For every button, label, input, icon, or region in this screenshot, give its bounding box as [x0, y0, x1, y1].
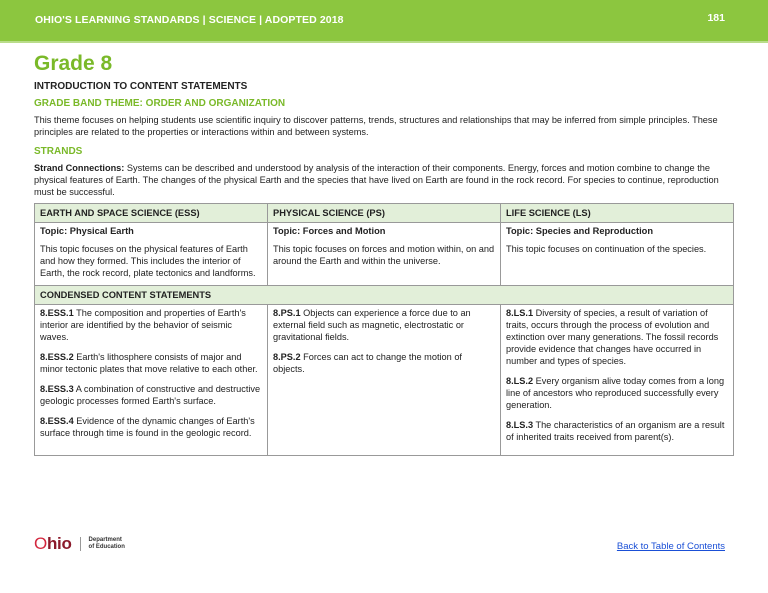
statement [506, 375, 728, 411]
ohio-wordmark [34, 534, 72, 554]
header-bar [0, 0, 768, 43]
logo-hio: hio [46, 534, 72, 553]
strands-heading: STRANDS [34, 146, 83, 157]
statement-code: 8.PS.2 [273, 352, 301, 362]
statements-ls [501, 305, 734, 456]
statement-text: Earth's lithosphere consists of major and minor tectonic plates that move relative to each other. [40, 352, 258, 374]
statement [40, 415, 262, 439]
statement-code: 8.PS.1 [273, 308, 301, 318]
desc-ls: This topic focuses on continuation of the species. [501, 239, 734, 286]
statement [40, 383, 262, 407]
statement-code: 8.ESS.4 [40, 416, 74, 426]
theme-heading: GRADE BAND THEME: ORDER AND ORGANIZATION [34, 98, 286, 109]
statement-text: The characteristics of an organism are a result of inherited traits received from parent(s). [506, 420, 725, 442]
statements-ps [268, 305, 501, 456]
header-title: OHIO'S LEARNING STANDARDS | SCIENCE | ADOPTED 2018 [35, 14, 344, 26]
statement [506, 419, 728, 443]
logo-o: O [34, 534, 47, 553]
col-header-ps: PHYSICAL SCIENCE (PS) [268, 204, 501, 223]
department-label [89, 537, 125, 551]
page-title: Grade 8 [34, 52, 113, 75]
strand-label: Strand Connections: [34, 163, 125, 173]
dept-line2: of Education [88, 544, 125, 550]
strands-table [34, 203, 734, 456]
statement-text: Forces can act to change the motion of objects. [273, 352, 462, 374]
statement-code: 8.LS.1 [506, 308, 534, 318]
topic-ess: Topic: Physical Earth [35, 223, 268, 240]
intro-heading: INTRODUCTION TO CONTENT STATEMENTS [34, 81, 248, 92]
col-header-ess: EARTH AND SPACE SCIENCE (ESS) [35, 204, 268, 223]
statements-ess [35, 305, 268, 456]
ohio-education-logo [34, 534, 125, 554]
page-number: 181 [707, 12, 725, 24]
condensed-heading: CONDENSED CONTENT STATEMENTS [35, 286, 734, 305]
statement-code: 8.ESS.3 [40, 384, 74, 394]
col-header-ls: LIFE SCIENCE (LS) [501, 204, 734, 223]
statement-text: Objects can experience a force due to an external field such as magnetic, electrostatic or gravitational fields. [273, 308, 471, 342]
topic-ps: Topic: Forces and Motion [268, 223, 501, 240]
logo-divider [80, 537, 81, 551]
dept-line1: Department [88, 537, 122, 543]
statement-code: 8.ESS.2 [40, 352, 74, 362]
desc-ess: This topic focuses on the physical features of Earth and how they formed. This includes the interior of Earth, the rock record, plate tectonics and landforms. [35, 239, 268, 286]
desc-ps: This topic focuses on forces and motion within, on and around the Earth and within the universe. [268, 239, 501, 286]
statement-text: Evidence of the dynamic changes of Earth's surface through time is found in the geologic record. [40, 416, 255, 438]
statement-text: The composition and properties of Earth's interior are identified by the behavior of seismic waves. [40, 308, 246, 342]
statement [40, 307, 262, 343]
statement-text: Diversity of species, a result of variation of traits, occurs through the process of evolution and extinction over many generations. The fossil records provide evidence that changes have occurred in number and types of species. [506, 308, 719, 366]
statement [506, 307, 728, 367]
strand-connections [34, 162, 734, 198]
statement [273, 307, 495, 343]
statement-text: A combination of constructive and destructive geologic processes formed Earth's surface. [40, 384, 261, 406]
statement [40, 351, 262, 375]
statement-code: 8.LS.2 [506, 376, 534, 386]
statement-text: Every organism alive today comes from a long line of ancestors who reproduced successfully every generation. [506, 376, 725, 410]
theme-text: This theme focuses on helping students use scientific inquiry to discover patterns, trends, structures and relationships that may be inferred from simple principles. These principles are related to the properties or interactions within and between systems. [34, 115, 718, 137]
statement-code: 8.LS.3 [506, 420, 534, 430]
statement [273, 351, 495, 375]
statement-code: 8.ESS.1 [40, 308, 74, 318]
strand-text: Systems can be described and understood by analysis of the interaction of their components. Energy, forces and motion combine to change the physical features of Earth. The changes of the physical Earth and the species that have lived on Earth are found in the rock record. For species to continue, reproduction must be successful. [34, 163, 719, 197]
back-to-toc-link[interactable]: Back to Table of Contents [616, 541, 725, 552]
topic-ls: Topic: Species and Reproduction [501, 223, 734, 240]
